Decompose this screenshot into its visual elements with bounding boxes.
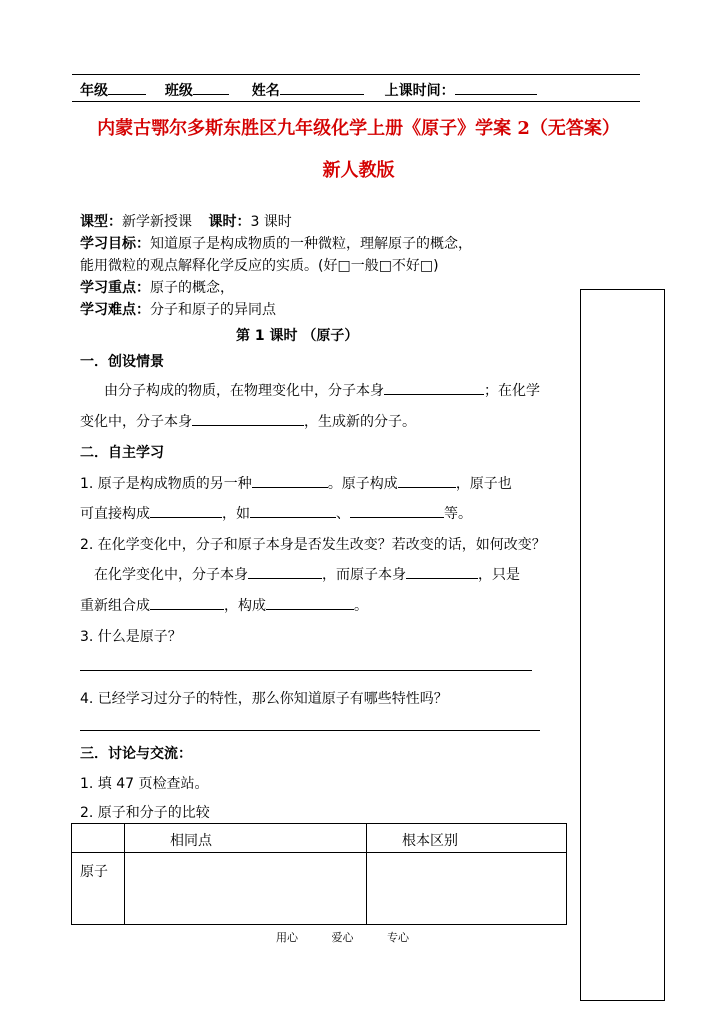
footer-c: 专心: [387, 931, 409, 944]
row-atom-label: 原子: [80, 864, 108, 880]
q1-blank-2[interactable]: [398, 473, 456, 488]
header-rule-bottom: [72, 101, 640, 102]
s1-blank-2[interactable]: [192, 411, 304, 426]
q2-line1: [94, 564, 520, 584]
table-header-same: [125, 824, 367, 853]
time-label: 上课时间：: [384, 83, 455, 99]
header-rule: [72, 74, 640, 75]
q2-text-e: ，构成: [224, 598, 266, 614]
q2-text-c: ，只是: [478, 567, 520, 583]
q1-text-a: 1. 原子是构成物质的另一种: [80, 476, 252, 492]
goal-label: 学习目标：: [80, 236, 150, 252]
section3-heading: 三．讨论与交流：: [80, 746, 192, 762]
side-notes-box: [580, 289, 665, 1001]
class-field[interactable]: [193, 80, 229, 95]
goal-line1: 知道原子是构成物质的一种微粒，理解原子的概念，: [150, 236, 472, 252]
q1-line2: [80, 503, 472, 523]
focus-row: [80, 277, 234, 297]
s1-text-b: ；在化学: [484, 383, 540, 399]
header-row: [80, 80, 537, 100]
goal-line2: 能用微粒的观点解释化学反应的实质。(好□一般□不好□): [80, 258, 439, 274]
difficulty-label: 学习难点：: [80, 302, 150, 318]
class-label: 班级: [164, 83, 193, 99]
table-header-row: [72, 824, 567, 853]
hours-value: 3 课时: [250, 214, 292, 230]
q1-blank-5[interactable]: [350, 503, 444, 518]
s1-text-a: 由分子构成的物质，在物理变化中，分子本身: [104, 383, 384, 399]
footer-b: 爱心: [331, 931, 354, 944]
q1-text-e: ，如: [222, 506, 250, 522]
section3-item2: 2. 原子和分子的比较: [80, 805, 210, 821]
goal-row: [80, 233, 472, 253]
table-cell-same[interactable]: [125, 853, 367, 925]
table-row-label: [72, 853, 125, 925]
section3-item1: 1. 填 47 页检查站。: [80, 776, 209, 792]
col-same-label: 相同点: [170, 833, 212, 849]
footer: [276, 929, 409, 945]
q1-line1: [80, 473, 512, 493]
s1-blank-1[interactable]: [384, 380, 484, 395]
table-row: [72, 853, 567, 925]
q1-blank-4[interactable]: [250, 503, 336, 518]
section1-heading: 一．创设情景: [80, 354, 164, 370]
q1-text-d: 可直接构成: [80, 506, 150, 522]
comparison-table: [71, 823, 567, 925]
q1-blank-1[interactable]: [252, 473, 328, 488]
q2-line2: [80, 595, 368, 615]
difficulty-row: [80, 299, 276, 319]
s1-text-c: 变化中，分子本身: [80, 414, 192, 430]
q2-text-a: 在化学变化中，分子本身: [94, 567, 248, 583]
s1-text-d: ，生成新的分子。: [304, 414, 416, 430]
q1-text-b: 。原子构成: [327, 476, 398, 492]
section1-line2: [80, 411, 416, 431]
page-subtitle: 新人教版: [322, 160, 395, 181]
table-cell-diff[interactable]: [367, 853, 567, 925]
q2-blank-4[interactable]: [266, 595, 354, 610]
q2-text-b: ，而原子本身: [322, 567, 406, 583]
page-title: 内蒙古鄂尔多斯东胜区九年级化学上册《原子》学案 2（无答案）: [97, 118, 620, 139]
type-value: 新学新授课: [122, 214, 192, 230]
name-label: 姓名: [251, 83, 280, 99]
section2-heading: 二．自主学习: [80, 445, 164, 461]
q2-blank-3[interactable]: [150, 595, 224, 610]
lesson-type-row: [80, 211, 292, 231]
section1-line1: [104, 380, 540, 400]
q4-question: 4. 已经学习过分子的特性，那么你知道原子有哪些特性吗？: [80, 691, 448, 707]
name-field[interactable]: [280, 80, 364, 95]
lesson-title: 第 1 课时 （原子）: [236, 328, 359, 344]
q2-text-d: 重新组合成: [80, 598, 150, 614]
q2-blank-1[interactable]: [248, 564, 322, 579]
q4-answer-line[interactable]: [80, 730, 540, 731]
q2-blank-2[interactable]: [406, 564, 478, 579]
difficulty-value: 分子和原子的异同点: [150, 302, 276, 318]
q1-text-f: 、: [336, 506, 350, 522]
grade-label: 年级: [80, 83, 108, 99]
q1-text-c: ，原子也: [455, 476, 512, 492]
hours-label: 课时：: [208, 214, 251, 230]
q1-text-g: 等。: [444, 506, 472, 522]
focus-value: 原子的概念，: [150, 280, 234, 296]
type-label: 课型：: [80, 214, 122, 230]
grade-field[interactable]: [108, 80, 146, 95]
footer-a: 用心: [276, 931, 298, 944]
table-header-diff: [367, 824, 567, 853]
q3-question: 3. 什么是原子？: [80, 629, 182, 645]
focus-label: 学习重点：: [80, 280, 150, 296]
col-diff-label: 根本区别: [402, 833, 458, 849]
q1-blank-3[interactable]: [150, 503, 222, 518]
q2-question: 2. 在化学变化中，分子和原子本身是否发生改变？若改变的话，如何改变？: [80, 537, 546, 553]
time-field[interactable]: [455, 80, 537, 95]
q3-answer-line[interactable]: [80, 670, 532, 671]
q2-text-f: 。: [354, 598, 368, 614]
table-corner-cell: [72, 824, 125, 853]
